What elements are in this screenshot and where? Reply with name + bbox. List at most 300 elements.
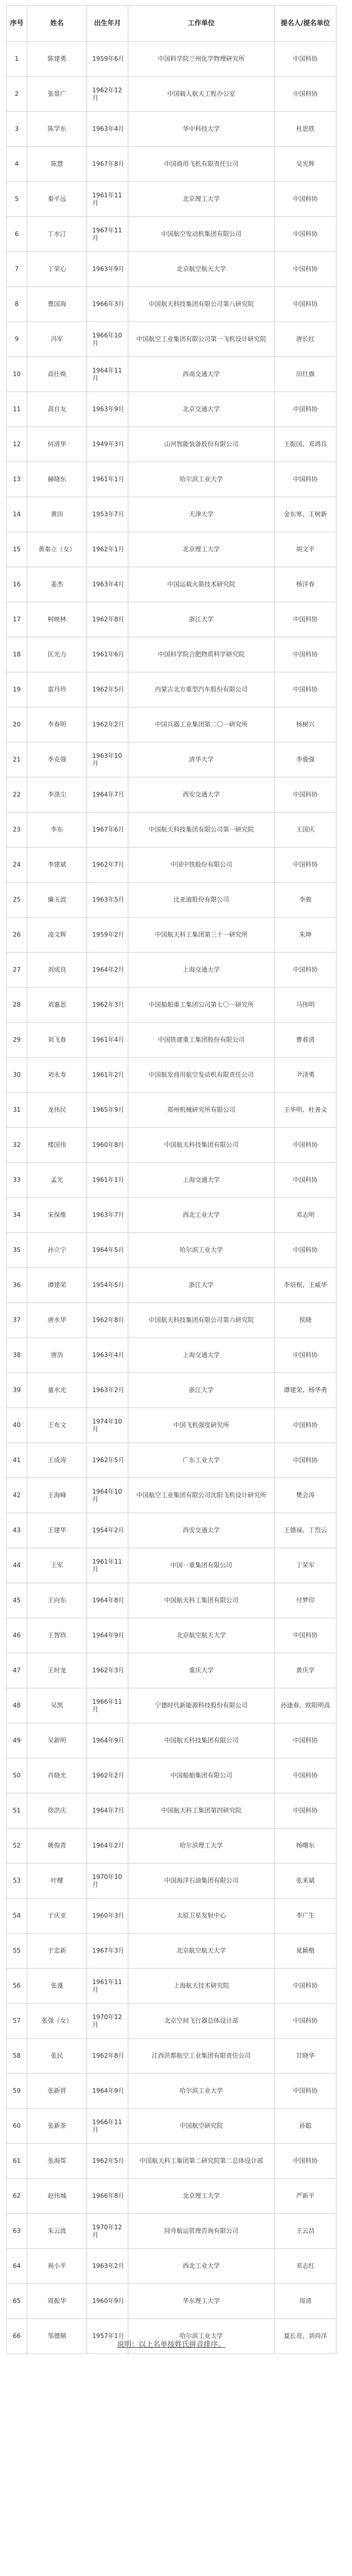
table-row — [7, 1163, 337, 1198]
row-name: 雷丹珍 — [27, 672, 87, 707]
row-nominator: 谭建荣、杨华勇 — [275, 1373, 337, 1408]
row-nominator: 中国科协 — [275, 777, 337, 812]
table-row — [7, 1793, 337, 1828]
table-row — [7, 918, 337, 953]
candidate-list-table — [6, 5, 337, 2354]
table-row — [7, 1688, 337, 1723]
table-row — [7, 1583, 337, 1618]
row-name: 张民 — [27, 2039, 87, 2074]
row-no: 47 — [7, 1653, 27, 1688]
row-nominator: 周清 — [275, 2284, 337, 2319]
row-birth: 1957年1月 — [87, 2319, 128, 2354]
table-row — [7, 883, 337, 918]
row-nominator: 王云昌 — [275, 2214, 337, 2249]
row-no: 59 — [7, 2074, 27, 2109]
row-birth: 1963年10月 — [87, 742, 128, 777]
row-birth: 1962年2月 — [87, 1758, 128, 1793]
row-unit: 比亚迪股份有限公司 — [128, 883, 275, 918]
row-nominator: 中国科协 — [275, 182, 337, 217]
table-row — [7, 322, 337, 357]
row-nominator: 李骏强 — [275, 742, 337, 777]
row-unit: 中国载人航天工程办公室 — [128, 77, 275, 112]
row-no: 32 — [7, 1128, 27, 1163]
row-name: 周振华 — [27, 2284, 87, 2319]
row-nominator: 中国科协 — [275, 2004, 337, 2039]
row-birth: 1970年12月 — [87, 2004, 128, 2039]
row-birth: 1962年7月 — [87, 848, 128, 883]
row-birth: 1960年8月 — [87, 1128, 128, 1163]
table-row — [7, 1443, 337, 1478]
row-nominator: 中国科协 — [275, 1338, 337, 1373]
row-birth: 1961年6月 — [87, 637, 128, 672]
row-name: 肖晓光 — [27, 1758, 87, 1793]
row-birth: 1963年9月 — [87, 252, 128, 287]
table-row — [7, 497, 337, 532]
row-no: 18 — [7, 637, 27, 672]
row-no: 27 — [7, 953, 27, 988]
row-birth: 1963年4月 — [87, 112, 128, 147]
row-nominator: 马伟明 — [275, 988, 337, 1023]
table-row — [7, 707, 337, 742]
row-birth: 1962年2月 — [87, 707, 128, 742]
row-nominator: 中国科协 — [275, 2144, 337, 2179]
row-no: 14 — [7, 497, 27, 532]
table-row — [7, 742, 337, 777]
row-no: 42 — [7, 1478, 27, 1513]
row-unit: 中国海洋石油集团有限公司 — [128, 1863, 275, 1899]
row-name: 徐洪庆 — [27, 1793, 87, 1828]
row-name: 孟光 — [27, 1163, 87, 1198]
table-header — [7, 6, 337, 42]
row-name: 王海峰 — [27, 1478, 87, 1513]
row-unit: 北京航空航天大学 — [128, 1934, 275, 1969]
row-birth: 1964年7月 — [87, 1793, 128, 1828]
table-row — [7, 2039, 337, 2074]
row-name: 张新茶 — [27, 2109, 87, 2144]
row-unit: 中国航空工业集团有限公司第一飞机设计研究院 — [128, 322, 275, 357]
row-name: 邹德顺 — [27, 2319, 87, 2354]
table-row — [7, 637, 337, 672]
row-name: 王军 — [27, 1548, 87, 1583]
row-birth: 1964年2月 — [87, 1828, 128, 1863]
row-unit: 哈尔滨工业大学 — [128, 1233, 275, 1268]
row-nominator: 李骏 — [275, 883, 337, 918]
row-name: 廉玉波 — [27, 883, 87, 918]
row-unit: 西南交通大学 — [128, 357, 275, 392]
row-no: 24 — [7, 848, 27, 883]
row-unit: 中国一重集团有限公司 — [128, 1548, 275, 1583]
row-name: 张强（女） — [27, 2004, 87, 2039]
row-unit: 中国航空发动机集团有限公司 — [128, 217, 275, 252]
row-name: 冯军 — [27, 322, 87, 357]
row-name: 王成涛 — [27, 1443, 87, 1478]
row-nominator: 中国科协 — [275, 637, 337, 672]
table-row — [7, 2109, 337, 2144]
table-row — [7, 1058, 337, 1093]
row-nominator: 中国科协 — [275, 1443, 337, 1478]
row-no: 38 — [7, 1338, 27, 1373]
row-no: 53 — [7, 1863, 27, 1899]
table-row — [7, 392, 337, 427]
row-birth: 1961年1月 — [87, 1163, 128, 1198]
row-birth: 1960年9月 — [87, 2284, 128, 2319]
row-no: 19 — [7, 672, 27, 707]
row-unit: 中国航天科工集团有限公司 — [128, 1583, 275, 1618]
row-no: 37 — [7, 1303, 27, 1338]
row-unit: 中国航天科技集团有限公司第一研究院 — [128, 812, 275, 848]
row-no: 66 — [7, 2319, 27, 2354]
row-name: 张新营 — [27, 2074, 87, 2109]
table-row — [7, 2144, 337, 2179]
row-name: 李春明 — [27, 707, 87, 742]
table-row — [7, 672, 337, 707]
table-body — [7, 42, 337, 2354]
row-birth: 1970年10月 — [87, 1863, 128, 1899]
table-row — [7, 1758, 337, 1793]
row-nominator: 丁荣军 — [275, 1548, 337, 1583]
row-nominator: 中国科协 — [275, 953, 337, 988]
row-birth: 1961年11月 — [87, 1969, 128, 2004]
row-no: 55 — [7, 1934, 27, 1969]
row-unit: 西安交通大学 — [128, 777, 275, 812]
row-unit: 太原卫星发射中心 — [128, 1899, 275, 1934]
header-row — [7, 6, 337, 42]
row-unit: 中国航发商用航空发动机有限责任公司 — [128, 1058, 275, 1093]
row-birth: 1963年2月 — [87, 1373, 128, 1408]
row-nominator: 吴光辉 — [275, 147, 337, 182]
table-row — [7, 953, 337, 988]
row-unit: 中国船舶集团有限公司 — [128, 1758, 275, 1793]
row-name: 凌文辉 — [27, 918, 87, 953]
table-row — [7, 77, 337, 112]
table-row — [7, 462, 337, 497]
row-birth: 1962年5月 — [87, 2144, 128, 2179]
row-birth: 1963年5月 — [87, 883, 128, 918]
row-nominator: 中国科协 — [275, 1723, 337, 1758]
row-no: 56 — [7, 1969, 27, 2004]
row-name: 刘惠思 — [27, 988, 87, 1023]
row-no: 52 — [7, 1828, 27, 1863]
row-nominator: 中国科协 — [275, 462, 337, 497]
row-birth: 1967年6月 — [87, 812, 128, 848]
table-row — [7, 1513, 337, 1548]
table-row — [7, 567, 337, 602]
row-no: 35 — [7, 1233, 27, 1268]
row-unit: 宁德时代新能源科技股份有限公司 — [128, 1688, 275, 1723]
row-name: 陈慧 — [27, 147, 87, 182]
row-unit: 中国航天科技集团有限公司第八研究院 — [128, 287, 275, 322]
row-birth: 1961年1月 — [87, 462, 128, 497]
row-no: 62 — [7, 2179, 27, 2214]
row-name: 刘飞春 — [27, 1023, 87, 1058]
row-no: 64 — [7, 2249, 27, 2284]
row-no: 31 — [7, 1093, 27, 1128]
row-no: 58 — [7, 2039, 27, 2074]
row-birth: 1964年5月 — [87, 1233, 128, 1268]
row-unit: 浙江大学 — [128, 602, 275, 637]
row-birth: 1963年4月 — [87, 567, 128, 602]
row-unit: 山河智能装备股份有限公司 — [128, 427, 275, 462]
row-name: 李建斌 — [27, 848, 87, 883]
row-no: 5 — [7, 182, 27, 217]
row-no: 50 — [7, 1758, 27, 1793]
row-birth: 1967年3月 — [87, 1934, 128, 1969]
row-no: 33 — [7, 1163, 27, 1198]
table-row — [7, 2004, 337, 2039]
row-nominator: 朱坤 — [275, 918, 337, 953]
row-no: 43 — [7, 1513, 27, 1548]
row-unit: 北京空间飞行器总体设计部 — [128, 2004, 275, 2039]
row-no: 28 — [7, 988, 27, 1023]
row-name: 王智欣 — [27, 1618, 87, 1653]
row-no: 21 — [7, 742, 27, 777]
table-row — [7, 1233, 337, 1268]
table-row — [7, 1408, 337, 1443]
row-name: 李东 — [27, 812, 87, 848]
header-no: 序号 — [7, 6, 27, 42]
row-no: 46 — [7, 1618, 27, 1653]
row-name: 秦平远 — [27, 182, 87, 217]
row-name: 匡光力 — [27, 637, 87, 672]
table-row — [7, 287, 337, 322]
row-nominator: 金东寒、王树新 — [275, 497, 337, 532]
row-birth: 1962年5月 — [87, 1443, 128, 1478]
table-row — [7, 112, 337, 147]
row-nominator: 中国科协 — [275, 1793, 337, 1828]
row-unit: 中国中铁股份有限公司 — [128, 848, 275, 883]
row-nominator: 中国科协 — [275, 602, 337, 637]
row-no: 22 — [7, 777, 27, 812]
row-no: 61 — [7, 2144, 27, 2179]
row-no: 8 — [7, 287, 27, 322]
row-birth: 1974年10月 — [87, 1408, 128, 1443]
row-name: 高自友 — [27, 392, 87, 427]
row-birth: 1964年11月 — [87, 357, 128, 392]
table-row — [7, 252, 337, 287]
table-row — [7, 147, 337, 182]
row-no: 60 — [7, 2109, 27, 2144]
row-name: 唐浩 — [27, 1338, 87, 1373]
row-nominator: 中国科协 — [275, 1233, 337, 1268]
row-nominator: 李广生 — [275, 1899, 337, 1934]
row-unit: 西北工业大学 — [128, 1198, 275, 1233]
row-birth: 1962年1月 — [87, 532, 128, 567]
table-row — [7, 182, 337, 217]
row-birth: 1966年8月 — [87, 2179, 128, 2214]
row-no: 16 — [7, 567, 27, 602]
row-no: 3 — [7, 112, 27, 147]
row-unit: 浙江大学 — [128, 1268, 275, 1303]
row-no: 26 — [7, 918, 27, 953]
row-birth: 1962年3月 — [87, 1653, 128, 1688]
row-unit: 郑州机械研究所有限公司 — [128, 1093, 275, 1128]
row-birth: 1966年3月 — [87, 287, 128, 322]
row-name: 何清华 — [27, 427, 87, 462]
row-no: 57 — [7, 2004, 27, 2039]
row-no: 17 — [7, 602, 27, 637]
row-unit: 上海交通大学 — [128, 953, 275, 988]
row-no: 63 — [7, 2214, 27, 2249]
row-nominator: 中国科协 — [275, 217, 337, 252]
row-name: 刘永寿 — [27, 1058, 87, 1093]
row-birth: 1961年11月 — [87, 182, 128, 217]
row-nominator: 中国科协 — [275, 1128, 337, 1163]
row-nominator: 中国科协 — [275, 287, 337, 322]
row-unit: 中国航天科技集团有限公司 — [128, 1723, 275, 1758]
row-name: 张谨 — [27, 1969, 87, 2004]
row-nominator: 杜思铁 — [275, 112, 337, 147]
row-name: 陈建勇 — [27, 42, 87, 77]
row-name: 朱云波 — [27, 2214, 87, 2249]
row-unit: 中国航天科技集团有限公司第六研究院 — [128, 1303, 275, 1338]
row-birth: 1963年7月 — [87, 1198, 128, 1233]
row-no: 9 — [7, 322, 27, 357]
row-no: 23 — [7, 812, 27, 848]
table-row — [7, 1723, 337, 1758]
row-name: 赵伟城 — [27, 2179, 87, 2214]
row-nominator: 张来斌 — [275, 1863, 337, 1899]
row-no: 4 — [7, 147, 27, 182]
row-nominator: 樊会涛 — [275, 1478, 337, 1513]
table-row — [7, 1268, 337, 1303]
row-nominator: 中国科协 — [275, 1758, 337, 1793]
row-birth: 1954年5月 — [87, 1268, 128, 1303]
row-birth: 1964年9月 — [87, 1723, 128, 1758]
row-no: 51 — [7, 1793, 27, 1828]
row-name: 丁荣心 — [27, 252, 87, 287]
row-name: 刘成良 — [27, 953, 87, 988]
row-birth: 1953年7月 — [87, 497, 128, 532]
row-unit: 北京理工大学 — [128, 532, 275, 567]
row-nominator: 夏长亮、刘尚洋 — [275, 2319, 337, 2354]
row-birth: 1966年10月 — [87, 322, 128, 357]
row-birth: 1963年4月 — [87, 1338, 128, 1373]
row-nominator: 中国科协 — [275, 848, 337, 883]
table-row — [7, 1128, 337, 1163]
row-nominator: 付梦印 — [275, 1583, 337, 1618]
row-name: 赫晓东 — [27, 462, 87, 497]
row-unit: 清华大学 — [128, 742, 275, 777]
table-row — [7, 812, 337, 848]
row-unit: 北京航空航天大学 — [128, 252, 275, 287]
row-no: 13 — [7, 462, 27, 497]
row-unit: 中国飞机强度研究所 — [128, 1408, 275, 1443]
row-unit: 中国航天科技集团有限公司 — [128, 1128, 275, 1163]
row-no: 6 — [7, 217, 27, 252]
row-nominator: 唐长红 — [275, 322, 337, 357]
row-name: 李克强 — [27, 742, 87, 777]
row-birth: 1963年9月 — [87, 392, 128, 427]
row-name: 孙立宁 — [27, 1233, 87, 1268]
row-unit: 中国航天科工集团第四研究院 — [128, 1793, 275, 1828]
row-nominator: 中国科协 — [275, 252, 337, 287]
table-row — [7, 2284, 337, 2319]
row-no: 25 — [7, 883, 27, 918]
row-no: 15 — [7, 532, 27, 567]
row-name: 于忠新 — [27, 1934, 87, 1969]
table-row — [7, 1548, 337, 1583]
table-row — [7, 427, 337, 462]
table-row — [7, 1618, 337, 1653]
row-nominator: 尹泽勇 — [275, 1058, 337, 1093]
table-row — [7, 1899, 337, 1934]
row-unit: 江西洪都航空工业集团有限责任公司 — [128, 2039, 275, 2074]
row-birth: 1961年4月 — [87, 1023, 128, 1058]
row-name: 李涤尘 — [27, 777, 87, 812]
row-no: 2 — [7, 77, 27, 112]
row-name: 张景广 — [27, 77, 87, 112]
row-birth: 1962年3月 — [87, 988, 128, 1023]
row-nominator: 孙聪 — [275, 2109, 337, 2144]
row-unit: 天津大学 — [128, 497, 275, 532]
row-birth: 1966年11月 — [87, 2109, 128, 2144]
table-row — [7, 532, 337, 567]
footer-note: 说明：以上名单按姓氏拼音排序。 — [117, 2341, 225, 2349]
row-birth: 1961年11月 — [87, 1548, 128, 1583]
row-unit: 中国航天科工集团第二研究院第二总体设计部 — [128, 2144, 275, 2179]
header-name: 姓名 — [27, 6, 87, 42]
row-unit: 华中科技大学 — [128, 112, 275, 147]
row-birth: 1967年8月 — [87, 147, 128, 182]
row-birth: 1959年6月 — [87, 42, 128, 77]
row-nominator: 中国科协 — [275, 672, 337, 707]
row-name: 童水光 — [27, 1373, 87, 1408]
row-name: 丁水汀 — [27, 217, 87, 252]
table-row — [7, 1969, 337, 2004]
row-no: 11 — [7, 392, 27, 427]
row-nominator: 田红旗 — [275, 357, 337, 392]
row-nominator: 中国科协 — [275, 1969, 337, 2004]
table-row — [7, 2249, 337, 2284]
row-nominator: 中国科协 — [275, 2074, 337, 2109]
row-no: 7 — [7, 252, 27, 287]
row-birth: 1962年12月 — [87, 77, 128, 112]
table-row — [7, 42, 337, 77]
row-unit: 上海交通大学 — [128, 1163, 275, 1198]
row-nominator: 杨树兴 — [275, 707, 337, 742]
table-row — [7, 2179, 337, 2214]
row-unit: 上海交通大学 — [128, 1338, 275, 1373]
row-unit: 中国科学院合肥物质科学研究院 — [128, 637, 275, 672]
row-name: 王布文 — [27, 1408, 87, 1443]
table-row — [7, 1863, 337, 1899]
row-unit: 中国运载火箭技术研究院 — [128, 567, 275, 602]
table-row — [7, 2214, 337, 2249]
row-nominator: 中国科协 — [275, 392, 337, 427]
row-nominator: 甘晓华 — [275, 2039, 337, 2074]
row-birth: 1962年8月 — [87, 1303, 128, 1338]
table-row — [7, 1828, 337, 1863]
row-nominator: 中国科协 — [275, 1163, 337, 1198]
table-row — [7, 777, 337, 812]
table-row — [7, 1093, 337, 1128]
row-unit: 西安交通大学 — [128, 1513, 275, 1548]
row-name: 陈学东 — [27, 112, 87, 147]
row-nominator: 严新平 — [275, 2179, 337, 2214]
row-no: 45 — [7, 1583, 27, 1618]
row-unit: 同舟航运管理咨询有限公司 — [128, 2214, 275, 2249]
row-nominator: 侯晓 — [275, 1303, 337, 1338]
row-no: 34 — [7, 1198, 27, 1233]
row-name: 王向东 — [27, 1583, 87, 1618]
table-row — [7, 602, 337, 637]
row-birth: 1964年9月 — [87, 2074, 128, 2109]
row-birth: 1964年2月 — [87, 953, 128, 988]
table-row — [7, 2074, 337, 2109]
row-birth: 1954年2月 — [87, 1513, 128, 1548]
row-unit: 中国商用飞机有限责任公司 — [128, 147, 275, 182]
row-nominator: 杨洋春 — [275, 567, 337, 602]
